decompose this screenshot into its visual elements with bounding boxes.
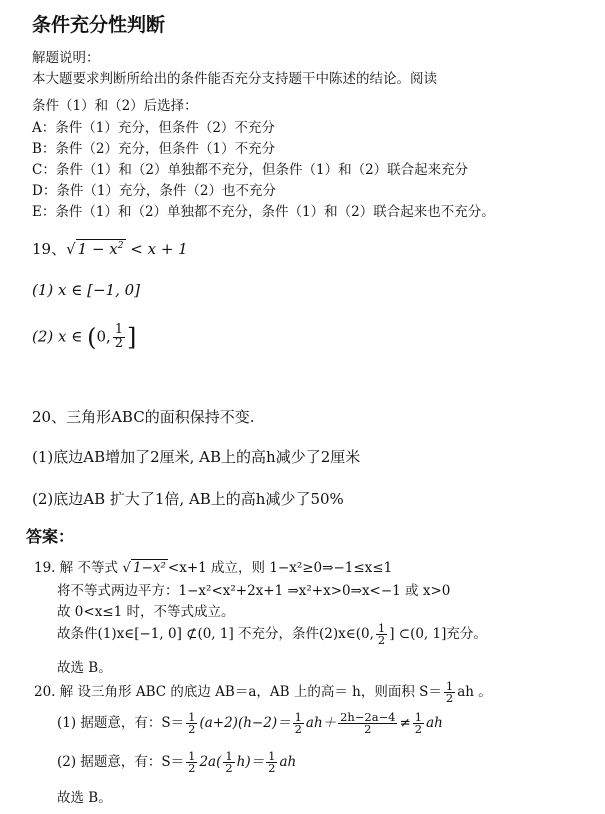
a20-line-4: 故选 B。 — [57, 790, 112, 806]
a20-line-2: (1) 据题意，有：S＝ $\frac{1}{2}$ (a+2)(h−2)＝ $\frac{1}{2}$ ah＋ $\frac{2h-2a-4}{2}$ ≠ $\frac{1}{2}$ ah — [57, 709, 443, 736]
q20-condition-2: (2)底边AB 扩大了1倍, AB上的高h减少了50% — [32, 490, 344, 508]
page-title: 条件充分性判断 — [32, 14, 166, 36]
q19-condition-2: (2) x ∈ (0, $\frac{1}{2}$ ] — [32, 322, 137, 352]
intro-head: 解题说明： — [32, 50, 100, 66]
answer-title: 答案： — [26, 527, 75, 546]
a19-line-4: 故条件(1)x∈[−1, 0] ⊄(0, 1] 不充分，条件(2)x∈(0, $\frac{1}{2}$ ] ⊂(0, 1]充分。 — [57, 620, 487, 647]
option-d: D：条件（1）充分，条件（2）也不充分 — [32, 183, 277, 199]
a19-line-1: 19. 解 不等式 √ 1−x² <x+1 成立，则 1−x²≥0⇒−1≤x≤1 — [34, 560, 393, 576]
q19-rhs: < x + 1 — [130, 240, 188, 258]
option-b: B：条件（2）充分，但条件（1）不充分 — [32, 141, 276, 157]
q19-number: 19、 — [32, 240, 67, 258]
a19-line-2: 将不等式两边平方：1−x²<x²+2x+1 ⇒x²+x>0⇒x<−1 或 x>0 — [57, 583, 451, 599]
a19-line-5: 故选 B。 — [57, 660, 112, 676]
sqrt-sign: √ — [66, 240, 76, 258]
q19-stem — [32, 238, 188, 259]
q19-radicand: $1 - x^2$ — [77, 240, 124, 258]
q20-condition-1: (1)底边AB增加了2厘米, AB上的高h减少了2厘米 — [32, 448, 361, 466]
a20-line-3: (2) 据题意，有：S＝ $\frac{1}{2}$ 2a( $\frac{1}{2}$ h)＝ $\frac{1}{2}$ ah — [57, 748, 297, 775]
q19-condition-1: (1) x ∈ [−1, 0] — [32, 281, 141, 299]
a19-line-3: 故 0<x≤1 时，不等式成立。 — [57, 604, 235, 620]
intro-line-2: 条件（1）和（2）后选择： — [32, 98, 198, 114]
option-a: A：条件（1）充分，但条件（2）不充分 — [32, 120, 275, 136]
a20-line-1: 20. 解 设三角形 ABC 的底边 AB＝a，AB 上的高＝ h，则面积 S＝ $\frac{1}{2}$ ah 。 — [34, 678, 492, 705]
q20-stem: 20、三角形ABC的面积保持不变. — [32, 408, 255, 426]
option-c: C：条件（1）和（2）单独都不充分，但条件（1）和（2）联合起来充分 — [32, 162, 469, 178]
option-e: E：条件（1）和（2）单独都不充分，条件（1）和（2）联合起来也不充分。 — [32, 204, 495, 220]
intro-line-1: 本大题要求判断所给出的条件能否充分支持题干中陈述的结论。阅读 — [32, 71, 437, 87]
